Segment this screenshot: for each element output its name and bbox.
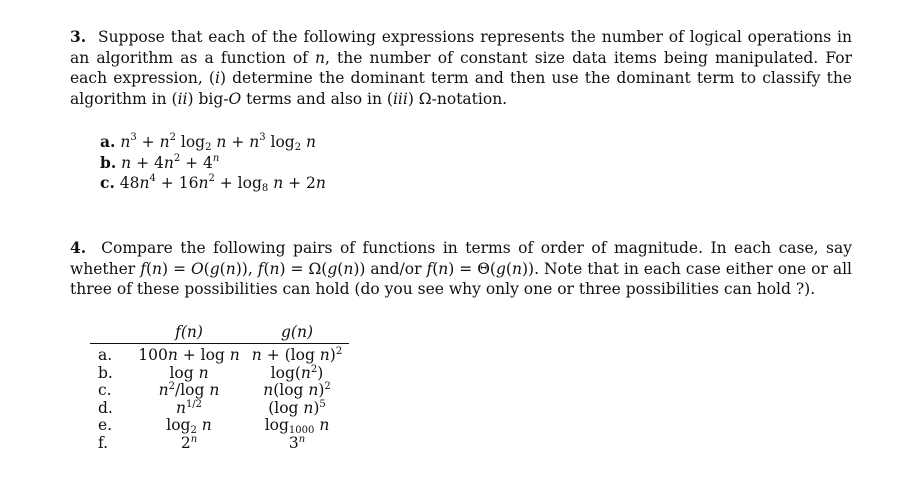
expression-c-formula: $48n^4 + 16n^2 + \log_8 n + 2n$ [119,173,326,194]
row-f: log n [169,363,209,382]
row-g: n + (log n)$^2$ [251,346,343,364]
problem-3-number: 3. [70,27,87,46]
row-g: $\log(n^2)$ [270,363,324,382]
row-label: d. [98,398,113,417]
problem-3-text-b: , the number of constant size data items being manipulated. For each expression, ( [70,48,852,87]
table-row [90,382,349,400]
expression-c [100,173,326,194]
row-g: 3$^n$ [288,433,306,452]
table-header-row [90,322,349,344]
problem-3-roman-i: i [214,69,220,87]
problem-3-text-c: ) determine the dominant term and then use the dominant term to classify the algorithm in ( [70,69,852,108]
table-row [90,365,349,383]
header-f: f(n) [133,322,245,344]
problem-3-big-o: O [228,89,242,108]
table-row [90,417,349,435]
problem-3-roman-ii: ii [177,89,188,108]
row-label: f. [98,433,109,452]
problem-3-text-f: ) Ω-notation. [407,89,508,108]
problem-4-text-b: . Note that in each case either one or all three of these possibilities can hold (do you see why only one or three possibilities can hold ?). [70,259,852,298]
problem-3-expression-list [100,132,326,194]
problem-3-text-d: ) big- [187,89,229,108]
problem-3-paragraph [70,27,852,109]
row-g: n(log n)$^2$ [263,381,331,399]
expression-b-formula: $n + 4n^2 + 4^n$ [121,152,220,172]
row-f: $n^2/\log$ n [158,381,220,399]
table-row [90,400,349,418]
row-label: b. [98,363,113,382]
expression-a-formula: $n^3 + n^2$ $\log_2 n + n^3$ $\log_2 n$ [120,132,317,153]
expression-c-label: c. [100,173,115,192]
problem-3-var-n: n [315,48,325,67]
row-label: a. [98,346,113,364]
row-label: e. [98,416,113,434]
row-g: (log n)$^5$ [268,398,326,417]
problem-3-text-a: Suppose that each of the following expressions represents the number of logical operations in an algorithm as a function of [70,28,853,67]
function-pairs-table [90,322,349,452]
row-f: 100n + log n [138,346,240,364]
header-g: g(n) [245,322,349,344]
expression-b [100,153,326,174]
table-row [90,344,349,365]
expression-a-label: a. [100,132,116,151]
row-g: $\log_{1000} n$ [264,416,330,436]
row-f: 2$^n$ [180,433,198,452]
row-f: $\log_2 n$ [166,416,212,436]
row-f: $n^{1/2}$ [175,398,203,417]
problem-4-relations: f(n) = O(g(n)), f(n) = Ω(g(n)) and/or f(n) = Θ(g(n)) [140,259,535,278]
expression-a [100,132,326,153]
problem-3-text-e: terms and also in ( [241,89,393,108]
problem-3-roman-iii: iii [392,89,408,108]
table-row [90,435,349,453]
problem-4-text-a: Compare the following pairs of functions in terms of order of magnitude. In each case, say whether [70,239,852,278]
problem-4-number: 4. [70,238,87,257]
row-label: c. [98,381,112,399]
expression-b-label: b. [100,152,117,172]
problem-4-paragraph [70,238,852,300]
